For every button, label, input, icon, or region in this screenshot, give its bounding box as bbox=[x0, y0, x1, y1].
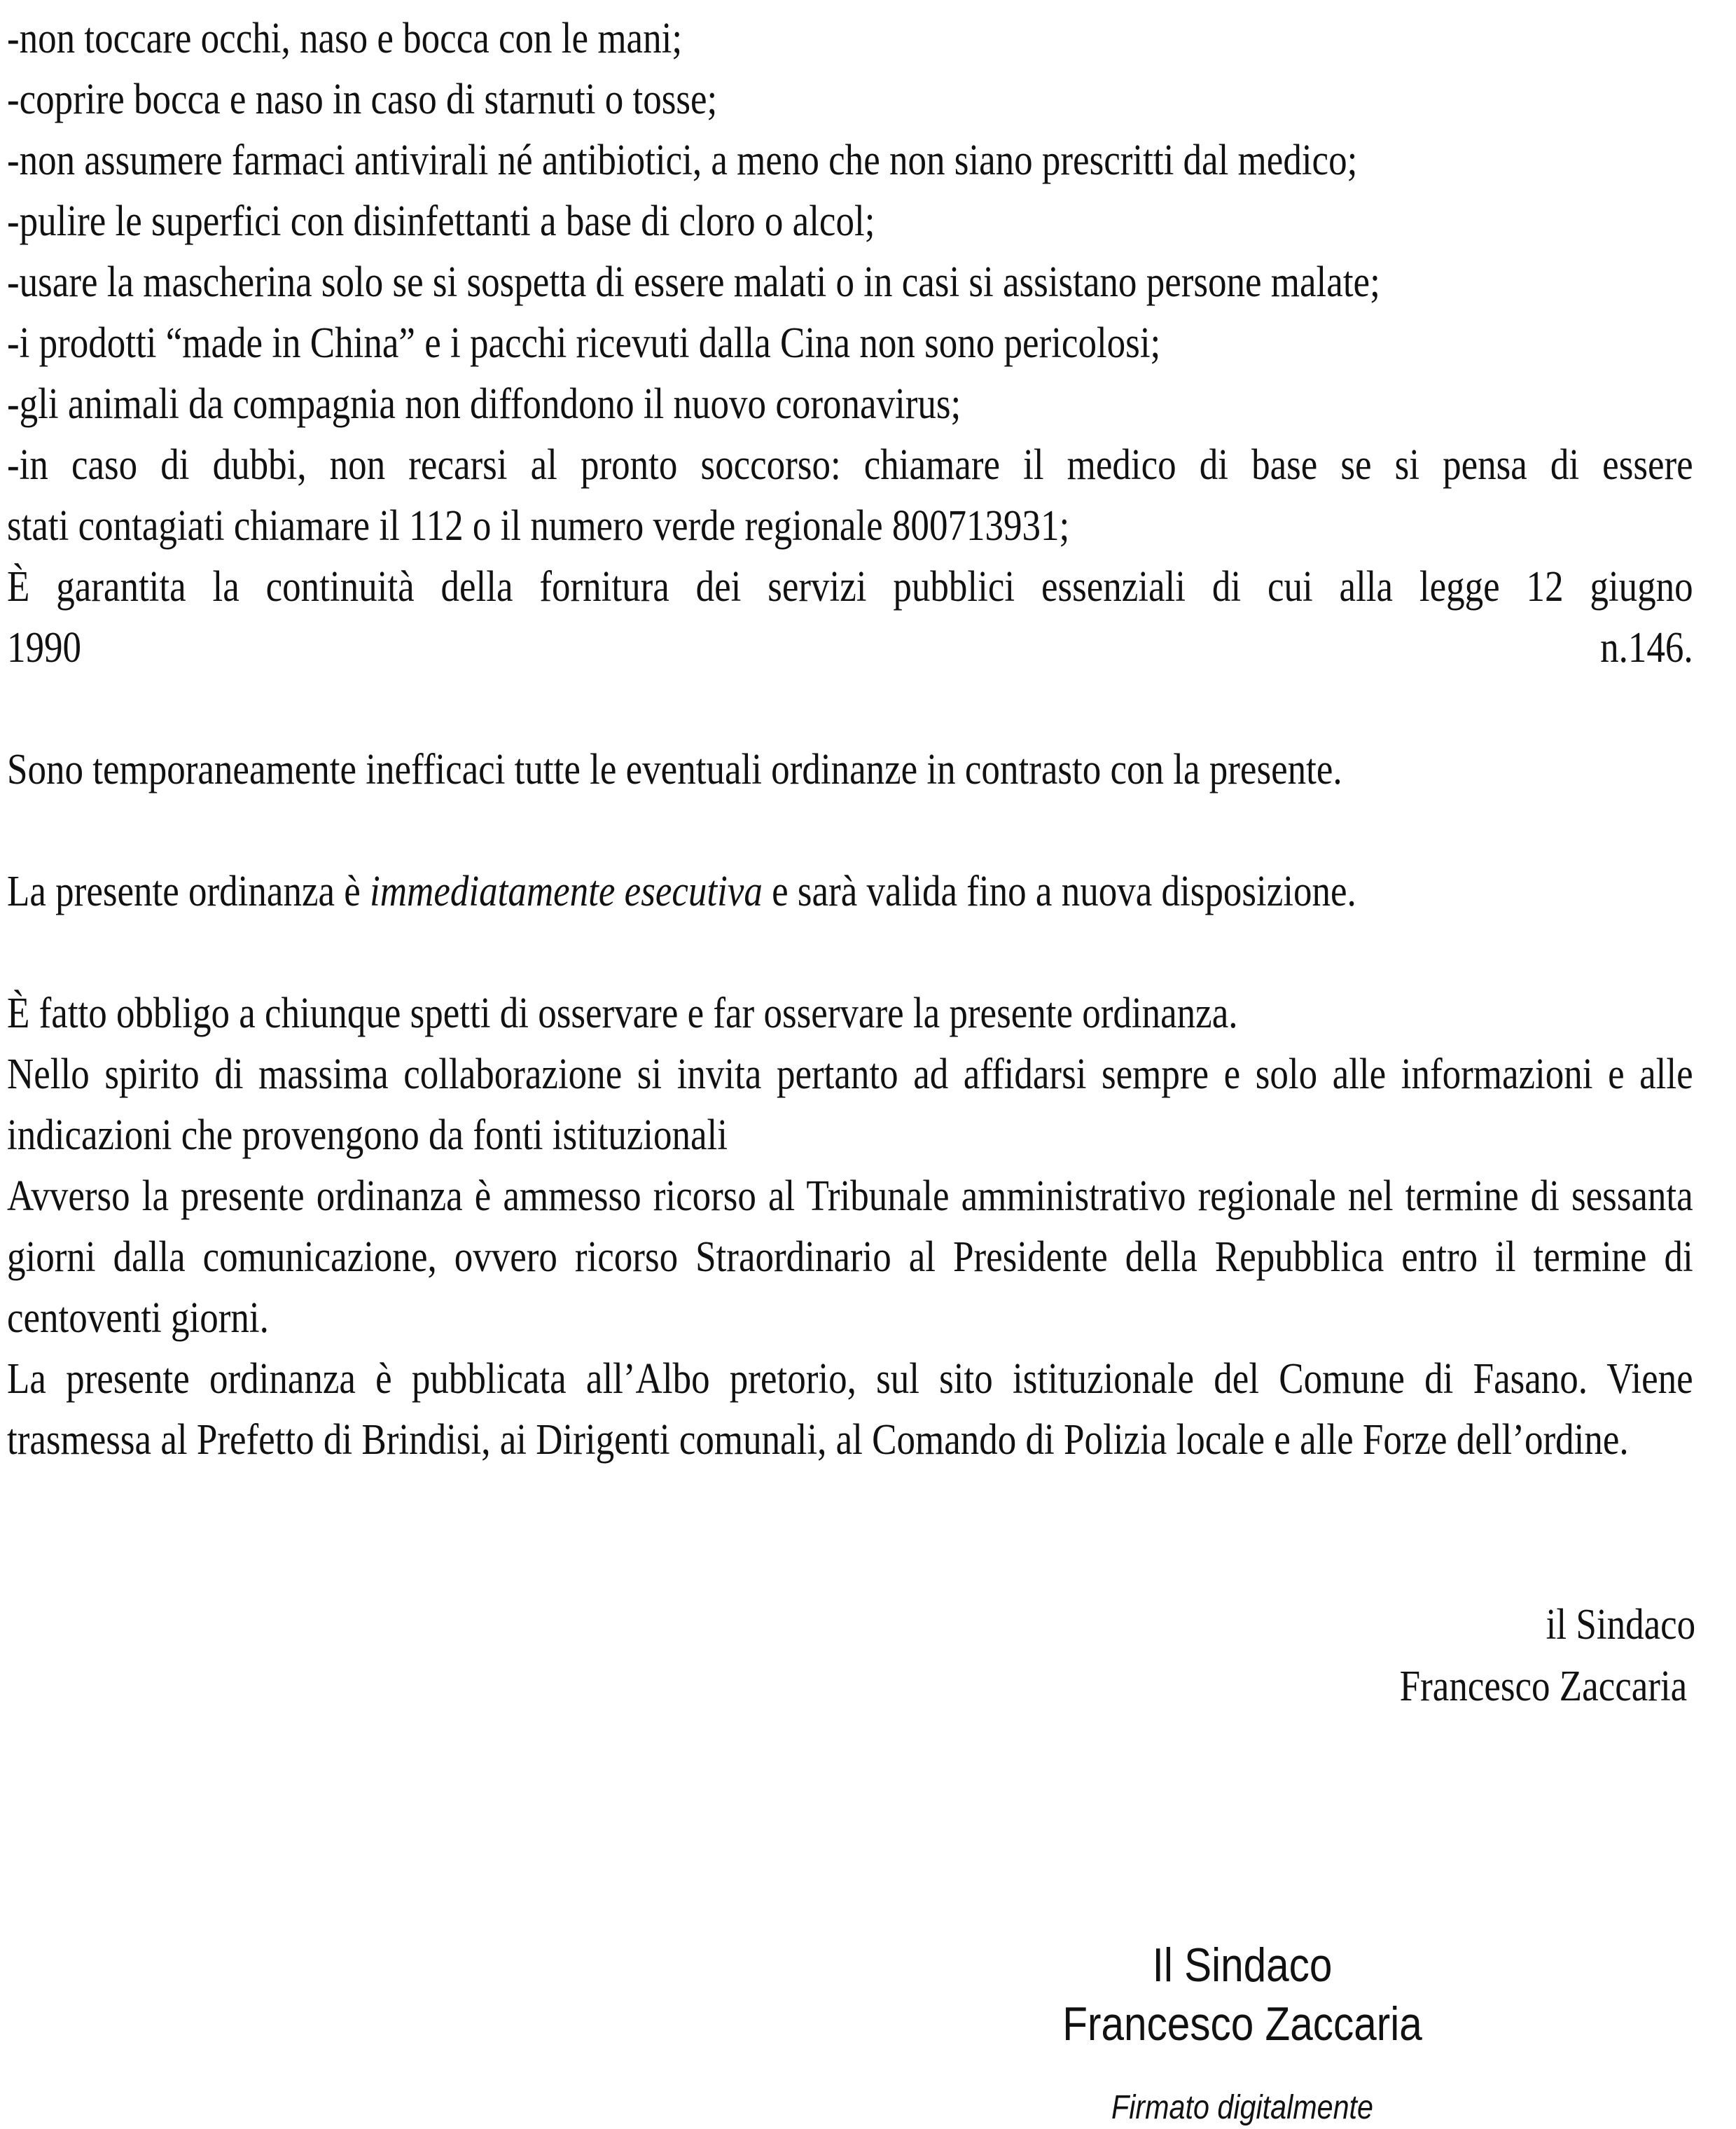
continuity-line-2 bbox=[7, 618, 1693, 679]
spacer bbox=[7, 679, 1693, 740]
digitally-signed-note: Firmato digitalmente bbox=[1111, 2089, 1373, 2126]
digital-signature-name: Francesco Zaccaria bbox=[1062, 1997, 1422, 2051]
list-item: -non assumere farmaci antivirali né antibiotici, a meno che non siano prescritti dal medico; bbox=[7, 137, 1358, 184]
list-item: -i prodotti “made in China” e i pacchi ricevuti dalla Cina non sono pericolosi; bbox=[7, 319, 1161, 367]
executive-text-italic: immediatamente esecutiva bbox=[370, 868, 763, 915]
list-item: -coprire bocca e naso in caso di starnuti o tosse; bbox=[7, 76, 718, 123]
digital-signature-block bbox=[1032, 1936, 1452, 2129]
list-item: -usare la mascherina solo se si sospetta di essere malati o in casi si assistano persone malate; bbox=[7, 258, 1380, 306]
executive-text-before: La presente ordinanza è bbox=[7, 868, 370, 915]
appeal-paragraph: Avverso la presente ordinanza è ammesso ricorso al Tribunale amministrativo regionale nel termine di sessanta giorni dalla comunicazione, ovvero ricorso Straordinario al Presidente della Repubblica entro il termine di centoventi giorni. bbox=[7, 1172, 1693, 1342]
signature-name: Francesco Zaccaria bbox=[1399, 1663, 1688, 1710]
list-item: -non toccare occhi, naso e bocca con le mani; bbox=[7, 15, 683, 62]
emergency-instruction-line-2: stati contagiati chiamare il 112 o il numero verde regionale 800713931; bbox=[7, 502, 1070, 550]
spacer bbox=[7, 922, 1693, 983]
collaboration-paragraph: Nello spirito di massima collaborazione si invita pertanto ad affidarsi sempre e solo alle informazioni e alle indicazioni che provengono da fonti istituzionali bbox=[7, 1050, 1693, 1159]
continuity-line-1: È garantita la continuità della fornitura dei servizi pubblici essenziali di cui alla legge 12 giugno bbox=[7, 563, 1693, 611]
continuity-year: 1990 bbox=[7, 624, 82, 672]
obligation-statement: È fatto obbligo a chiunque spetti di osservare e far osservare la presente ordinanza. bbox=[7, 990, 1238, 1037]
executive-statement bbox=[7, 861, 1693, 922]
digital-signature-title: Il Sindaco bbox=[1152, 1939, 1333, 1992]
ordinance-body bbox=[7, 8, 1693, 1471]
list-item: -pulire le superfici con disinfettanti a base di cloro o alcol; bbox=[7, 197, 875, 245]
continuity-law-number: n.146. bbox=[1600, 624, 1693, 672]
emergency-instruction-line-1: -in caso di dubbi, non recarsi al pronto soccorso: chiamare il medico di base se si pensa di essere bbox=[7, 441, 1693, 489]
spacer bbox=[7, 800, 1693, 861]
signature-title: il Sindaco bbox=[1546, 1601, 1695, 1649]
list-item: -gli animali da compagnia non diffondono il nuovo coronavirus; bbox=[7, 380, 961, 428]
executive-text-after: e sarà valida fino a nuova disposizione. bbox=[762, 868, 1356, 915]
mayor-signature-text bbox=[1399, 1594, 1695, 1717]
ineffective-orders-statement: Sono temporaneamente inefficaci tutte le eventuali ordinanze in contrasto con la presente. bbox=[7, 746, 1342, 793]
publication-paragraph: La presente ordinanza è pubblicata all’Albo pretorio, sul sito istituzionale del Comune di Fasano. Viene trasmessa al Prefetto di Brindisi, ai Dirigenti comunali, al Comando di Polizia locale e alle Forze dell’ordine. bbox=[7, 1355, 1693, 1464]
